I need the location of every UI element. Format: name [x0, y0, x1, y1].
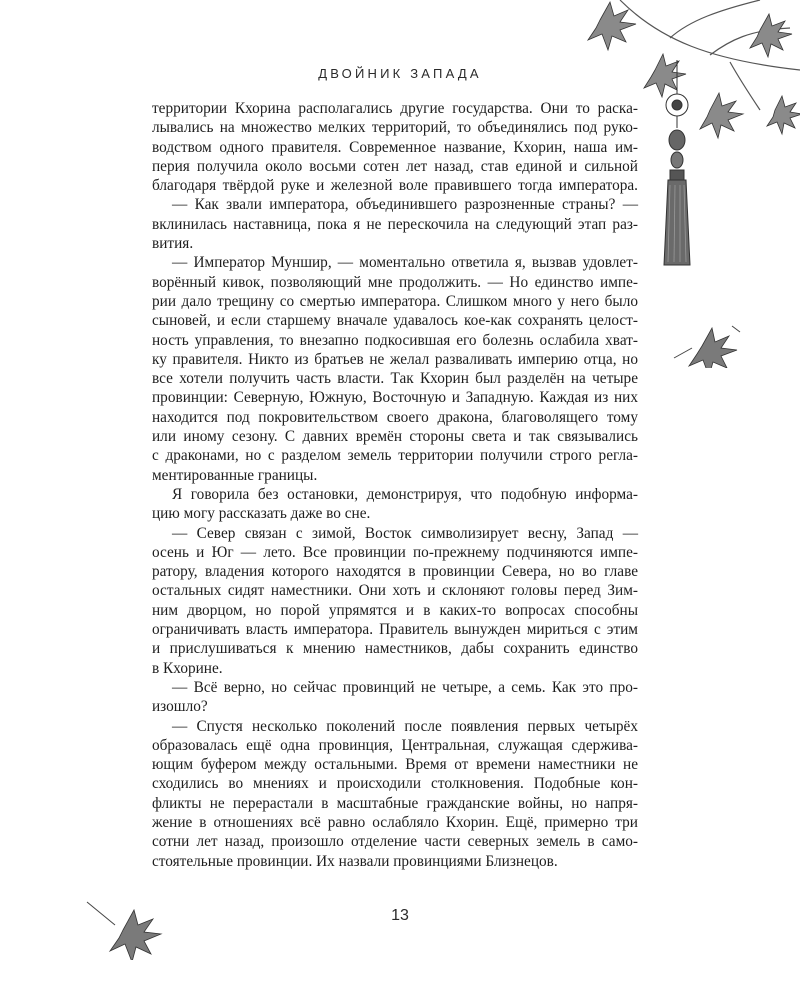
- text-line: — Спустя несколько поколений после появления первых четырёх: [172, 717, 638, 735]
- text-line: жение в отношениях всё равно ослабляло Кхорин. Ещё, примерно три: [152, 813, 638, 831]
- text-line: — Как звали императора, объединившего разрозненные страны? —: [172, 196, 638, 214]
- text-line: сходились во мнениях и происходили столкновения. Подобные кон-: [152, 775, 638, 793]
- text-line: рии дало трещину со смертью императора. Слишком много у него было: [152, 292, 638, 310]
- text-line: территории Кхорина располагались другие государства. Они то раска-: [152, 100, 638, 117]
- text-line: ограничивать власть императора. Правитель вынужден мириться с этим: [152, 621, 638, 639]
- page-number: 13: [391, 907, 409, 924]
- text-line: цию могу рассказать даже во сне.: [152, 505, 371, 523]
- text-line: осень и Юг — лето. Все провинции по-прежнему подчиняются импе-: [152, 543, 638, 561]
- text-line: перия получила около восьми сотен лет назад, став единой и сильной: [152, 157, 638, 175]
- text-line: ющим буфером между остальными. Время от времени наместники не: [152, 756, 638, 774]
- text-line: ментированные границы.: [152, 466, 318, 484]
- text-line: изошло?: [152, 698, 208, 716]
- text-line: благодаря твёрдой руке и железной воле правившего тогда императора.: [152, 177, 638, 195]
- text-line: и прислушиваться к мнению наместников, дабы сохранить единство: [152, 640, 638, 658]
- maple-leaf-icon: [672, 318, 742, 368]
- text-line: фликты не перерастали в масштабные гражданские войны, но напря-: [152, 794, 638, 812]
- text-line: ку правителя. Никто из братьев не желал разваливать империю отца, но: [152, 350, 638, 368]
- running-head: ДВОЙНИК ЗАПАДА: [318, 66, 482, 81]
- body-text: [152, 99, 638, 871]
- text-line: провинции: Северную, Южную, Восточную и Западную. Каждая из них: [152, 389, 638, 407]
- text-line: стоятельные провинции. Их назвали провинциями Близнецов.: [152, 852, 558, 870]
- text-line: образовалась ещё одна провинция, Центральная, служащая сдержива-: [152, 736, 638, 754]
- text-line: остальных сидят наместники. Они хоть и склоняют головы перед Зим-: [152, 582, 638, 600]
- text-line: — Император Муншир, — моментально ответила я, вызвав удовлет-: [172, 254, 638, 272]
- text-line: в Кхорине.: [152, 659, 223, 677]
- text-line: ратору, владения которого находятся в провинции Севера, но во главе: [152, 563, 638, 581]
- text-line: ворённый кивок, позволяющий мне продолжить. — Но единство импе-: [152, 273, 638, 291]
- text-line: Я говорила без остановки, демонстрируя, что подобную информа-: [172, 485, 638, 503]
- text-line: вклинилась наставница, пока я не перескочила на следующий этап раз-: [152, 215, 638, 233]
- text-line: — Всё верно, но сейчас провинций не четыре, а семь. Как это про-: [172, 678, 638, 696]
- text-line: или иному сезону. С давних времён стороны света и так связывались: [152, 428, 638, 446]
- text-line: водством одного правителя. Современное название, Кхорин, наша им-: [152, 138, 638, 156]
- text-line: лывались на множество мелких территорий, то объединялись под руко-: [152, 119, 638, 137]
- text-line: ность управления, то внезапно подкосившая его болезнь ослабила хват-: [152, 331, 638, 349]
- text-line: с драконами, но с разделом земель территории получили строго регла-: [152, 447, 638, 465]
- text-line: ним дворцом, но порой упрямятся и в каких-то вопросах способны: [152, 601, 638, 619]
- text-line: сотни лет назад, произошло отделение части северных земель в само-: [152, 833, 638, 851]
- tassel-ornament: [664, 60, 690, 265]
- text-line: находится под покровительством своего дракона, благоволящего тому: [152, 408, 638, 426]
- text-line: сыновей, и если старшему вначале удавалось кое-как сохранять целост-: [152, 312, 638, 330]
- text-line: вития.: [152, 235, 194, 253]
- text-line: — Север связан с зимой, Восток символизирует весну, Запад —: [172, 524, 638, 542]
- text-line: все хотели получить часть власти. Так Кхорин был разделён на четыре: [152, 370, 638, 388]
